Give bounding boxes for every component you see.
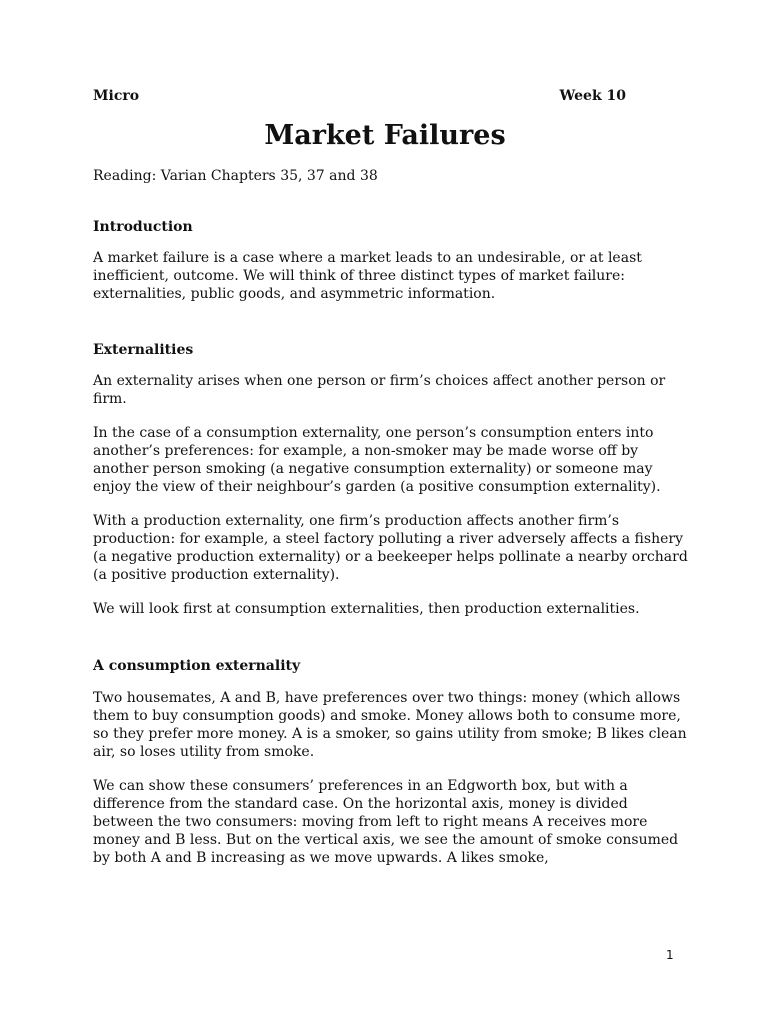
- reading-line: Reading: Varian Chapters 35, 37 and 38: [93, 168, 378, 184]
- paragraph-externality-definition: An externality arises when one person or firm’s choices affect another person or firm.: [93, 373, 666, 407]
- page-number: 1: [666, 948, 674, 962]
- paragraph-introduction: A market failure is a case where a market leads to an undesirable, or at least inefficient, outcome. We will think of three distinct types of market failure: externalities, public goods, and asymmetric information.: [93, 250, 642, 302]
- section-heading-externalities: Externalities: [93, 342, 194, 358]
- section-heading-consumption-externality: A consumption externality: [93, 658, 301, 674]
- document-page: [93, 86, 688, 867]
- paragraph-edgeworth-box: We can show these consumers’ preferences in an Edgworth box, but with a difference from the standard case. On the horizontal axis, money is divided between the two consumers: moving from left to right means A receives more money and B less. But on the vertical axis, we see the amount of smoke consumed by both A and B increasing as we move upwards. A likes smoke,: [93, 778, 679, 866]
- paragraph-production-externality: With a production externality, one firm’s production affects another firm’s production: for example, a steel factory polluting a river adversely affects a fishery (a negative production externality) or a beekeeper helps pollinate a nearby orchard (a positive production externality).: [93, 513, 688, 583]
- document-title: Market Failures: [264, 120, 506, 151]
- paragraph-housemates: Two housemates, A and B, have preferences over two things: money (which allows them to buy consumption goods) and smoke. Money allows both to consume more, so they prefer more money. A is a smoker, so gains utility from smoke; B likes clean air, so loses utility from smoke.: [93, 690, 687, 760]
- week-label: Week 10: [559, 88, 626, 104]
- paragraph-consumption-externality: In the case of a consumption externality, one person’s consumption enters into another’s preferences: for example, a non-smoker may be made worse off by another person smoking (a negative consumption externality) or someone may enjoy the view of their neighbour’s garden (a positive consumption externality).: [93, 425, 661, 495]
- course-label: Micro: [93, 88, 140, 104]
- section-heading-introduction: Introduction: [93, 219, 193, 235]
- paragraph-overview: We will look first at consumption externalities, then production externalities.: [93, 601, 640, 617]
- document-header: [93, 86, 626, 106]
